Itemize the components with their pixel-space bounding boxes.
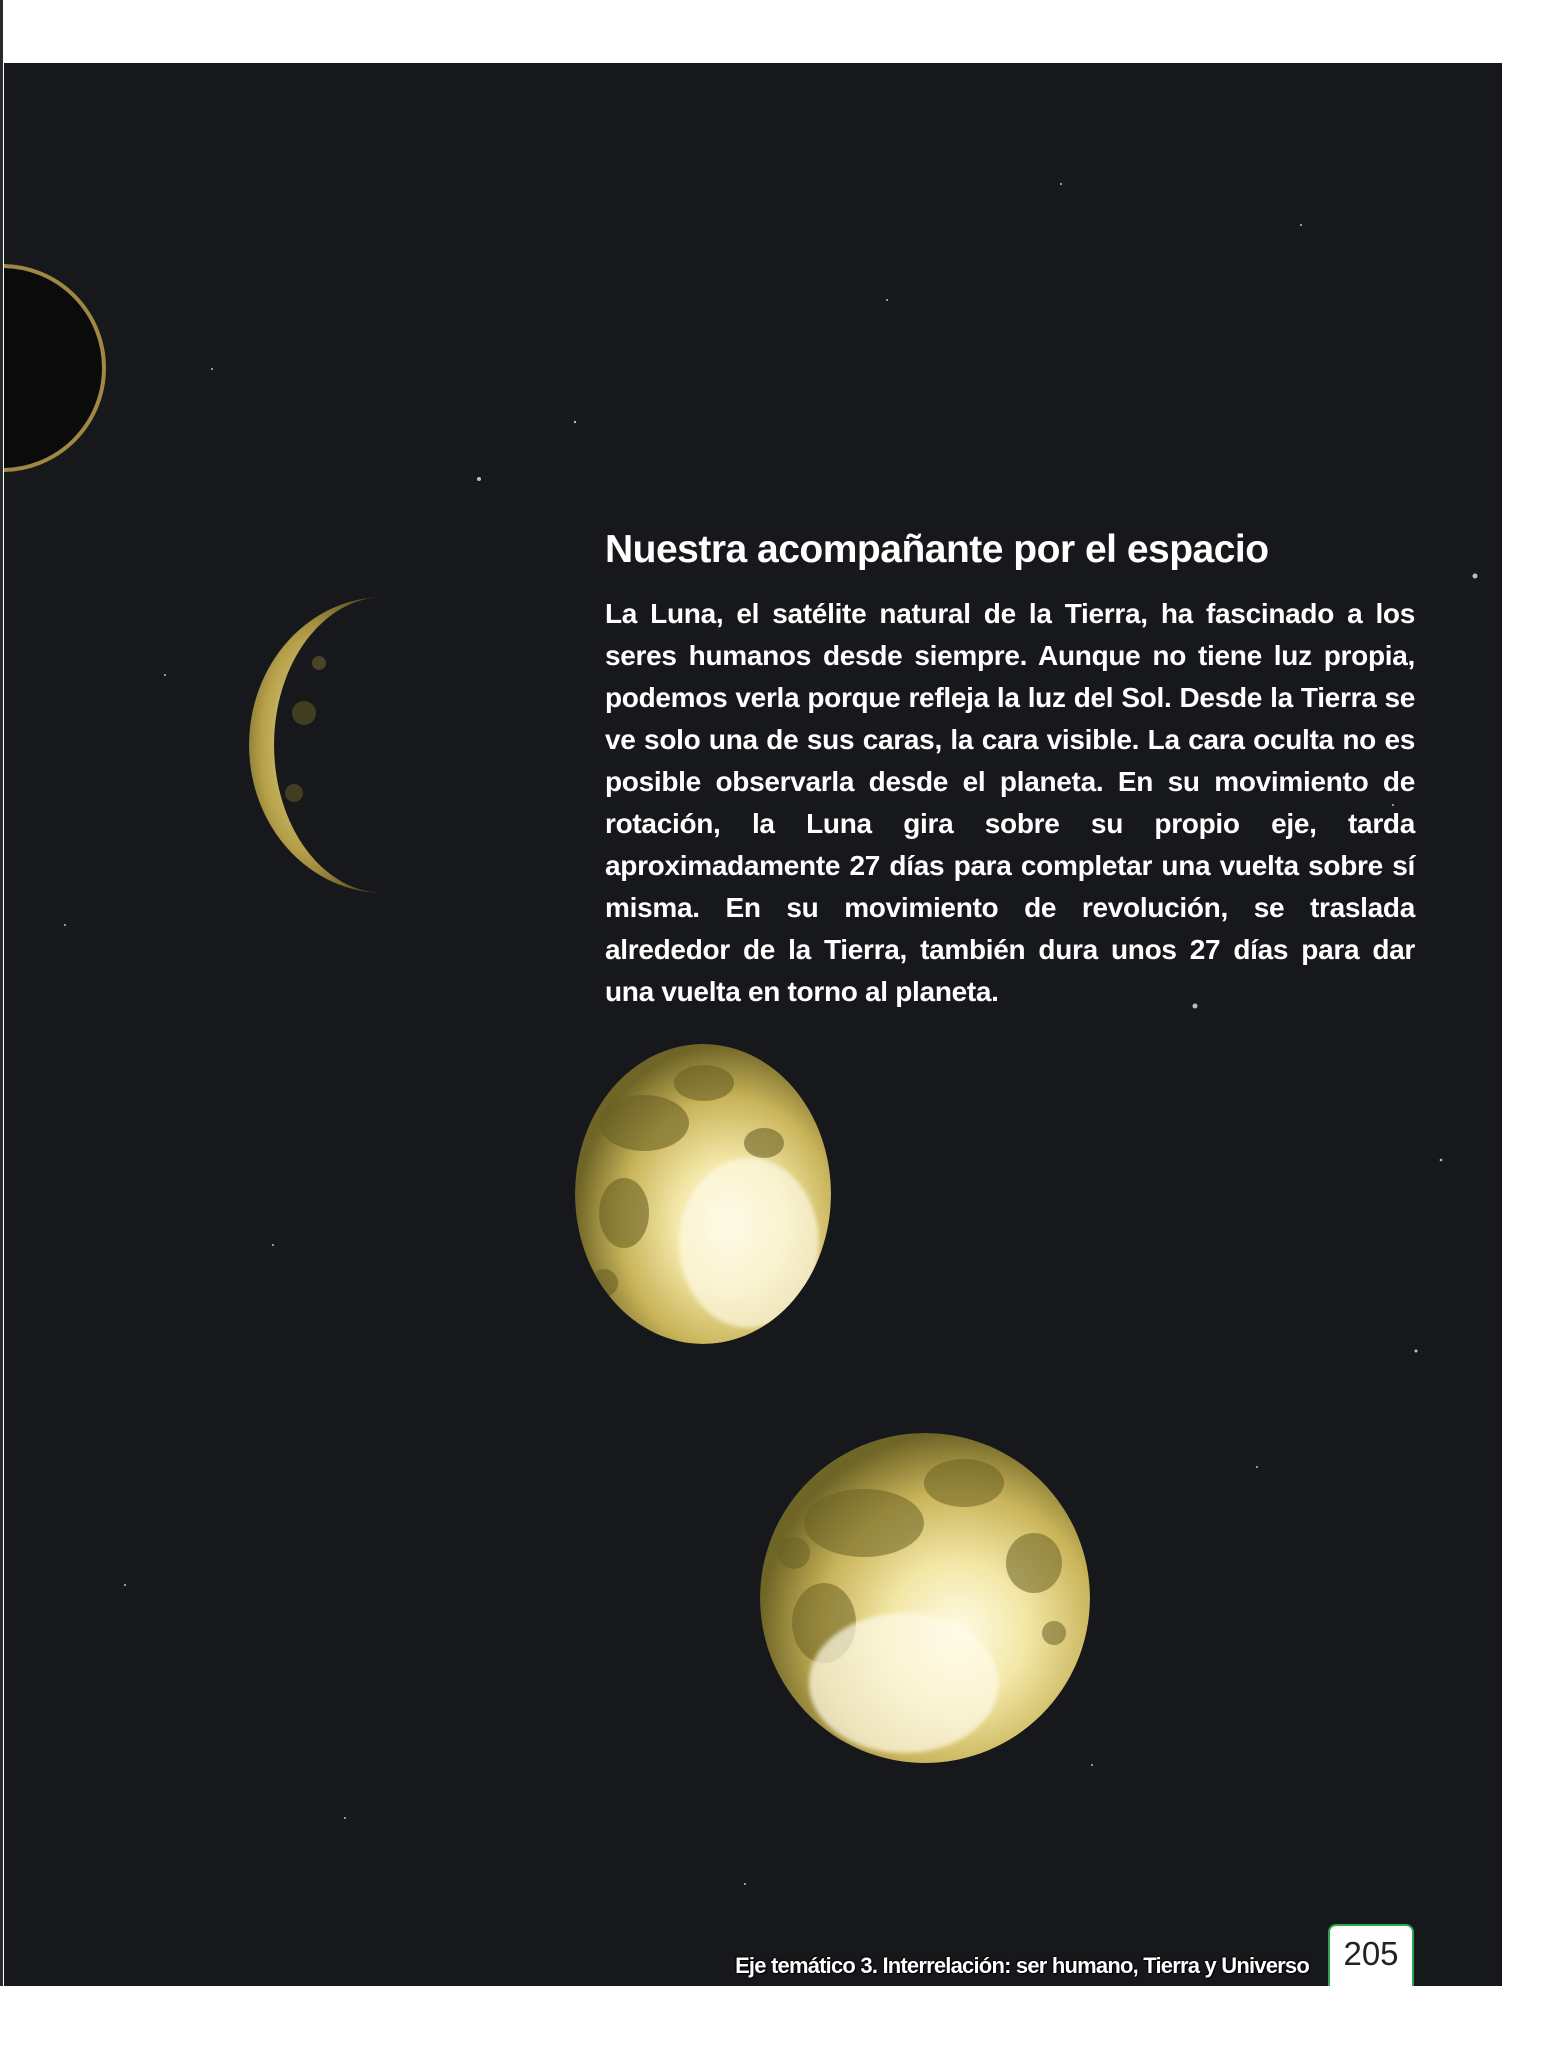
thematic-axis-label: Eje temático 3. Interrelación: ser humano, Tierra y Universo	[735, 1953, 1309, 1978]
article-body: La Luna, el satélite natural de la Tierra, ha fascinado a los seres humanos desde siempre. Aunque no tiene luz propia, podemos verla porque refleja la luz del Sol. Desde la Tierra se ve solo una de sus caras, la cara visible. La cara oculta no es posible observarla desde el planeta. En su movimiento de rotación, la Luna gira sobre su propio eje, tarda aproximadamente 27 días para completar una vuelta sobre sí misma. En su movimiento de revolución, se traslada alrededor de la Tierra, también dura unos 27 días para dar una vuelta en torno al planeta.	[605, 598, 1415, 1007]
page-footer	[0, 1924, 1564, 1986]
full-moon	[760, 1433, 1090, 1763]
crescent-moon	[249, 597, 384, 893]
new-moon-ring	[4, 266, 104, 470]
moon-phases-illustration	[4, 63, 1502, 1986]
article	[605, 525, 1415, 1013]
stars	[64, 183, 1478, 1936]
article-title: Nuestra acompañante por el espacio	[605, 528, 1269, 571]
moon-phases-photo	[4, 63, 1502, 1986]
page-number: 205	[1343, 1935, 1399, 1972]
page-edge-rule	[0, 0, 3, 1986]
page-number-box	[1328, 1924, 1414, 1986]
gibbous-moon	[575, 1044, 831, 1344]
